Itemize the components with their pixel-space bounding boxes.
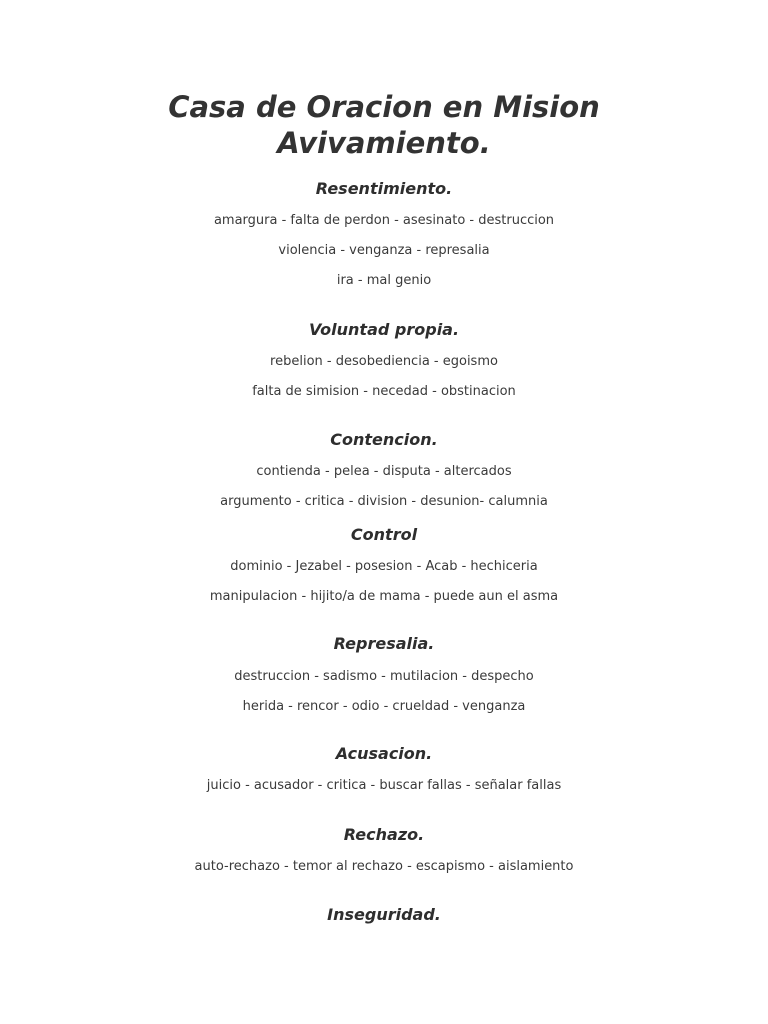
section-line: ira - mal genio: [336, 273, 432, 288]
section-heading-voluntad-propia: Voluntad propia.: [308, 320, 460, 339]
section-heading-represalia: Represalia.: [333, 634, 435, 653]
section-line: dominio - Jezabel - posesion - Acab - hechiceria: [230, 559, 538, 574]
section-line: contienda - pelea - disputa - altercados: [256, 464, 512, 479]
title-line-1: Casa de Oracion en Mision: [168, 90, 600, 124]
section-line: herida - rencor - odio - crueldad - venganza: [242, 699, 526, 714]
section-line: argumento - critica - division - desunion- calumnia: [220, 494, 548, 509]
section-heading-rechazo: Rechazo.: [343, 825, 425, 844]
section-heading-inseguridad: Inseguridad.: [327, 905, 441, 924]
section-heading-acusacion: Acusacion.: [335, 744, 433, 763]
section-line: destruccion - sadismo - mutilacion - despecho: [234, 669, 534, 684]
document-title: [0, 89, 768, 161]
section-heading-control: Control: [350, 525, 418, 544]
section-heading-resentimiento: Resentimiento.: [315, 179, 453, 198]
title-line-2: Avivamiento.: [277, 126, 491, 160]
section-line: violencia - venganza - represalia: [278, 243, 490, 258]
section-line: auto-rechazo - temor al rechazo - escapismo - aislamiento: [194, 859, 574, 874]
section-heading-contencion: Contencion.: [330, 430, 438, 449]
section-line: rebelion - desobediencia - egoismo: [270, 354, 498, 369]
section-line: juicio - acusador - critica - buscar fallas - señalar fallas: [206, 778, 562, 793]
section-line: falta de simision - necedad - obstinacion: [252, 384, 516, 399]
section-line: amargura - falta de perdon - asesinato - destruccion: [213, 213, 555, 228]
section-line: manipulacion - hijito/a de mama - puede aun el asma: [209, 589, 559, 604]
